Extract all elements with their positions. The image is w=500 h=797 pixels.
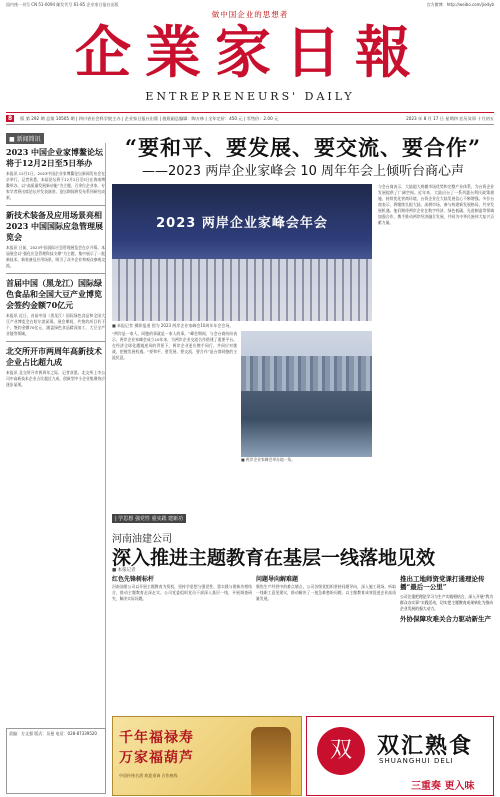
bottle-icon xyxy=(251,727,291,795)
brief-headline[interactable]: 北交所开市两周年高新技术企业占比超九成 xyxy=(6,346,102,367)
left-news-column xyxy=(6,143,106,728)
brief-headline[interactable]: 新技术装备及应用场景亮相 2023 中国国际应急管理展览会 xyxy=(6,210,104,242)
subsection-heading: 问题导向解难题 xyxy=(256,576,299,583)
issue-items: 版 第 292 期 总第 10505 期 | 四川省社会科学院主办 | 企业家日报社出版 | 值班副总编辑：陶万林 | 全年定价：450 元 | 零售价：2.00 元 xyxy=(20,115,279,121)
topbar-left: 国内统一刊号 CN 51-0094 邮发代号 61-85 企业家日报社出版 xyxy=(6,1,119,7)
brand-logo-icon: 双 xyxy=(317,727,365,775)
topbar-right: 官方微博：http://weibo.com/jiedyb xyxy=(426,1,494,7)
subsection-body: 河南油建公司以开展主题教育为契机，坚持学思想与强党性、重实践与建新功相结合，推动主题教育走深走实。公司党委组织党员干部深入基层一线，开展调查研究，解决实际问题。 xyxy=(112,584,252,601)
skyline xyxy=(241,356,372,391)
issue-info-bar xyxy=(6,112,494,125)
brief-headline[interactable]: 首届中国（黑龙江）国际绿色食品和全国大豆产业博览会签约金额70亿元 xyxy=(6,278,102,310)
sidebar-title: 外协保障攻难关合力驱动新生产 xyxy=(400,615,491,623)
brief-headline[interactable]: 2023 中国企业家博鳌论坛将于12月2日至5日举办 xyxy=(6,147,104,168)
ad-slogan-1: 千年福禄寿 xyxy=(119,730,194,746)
conference-photo xyxy=(112,184,372,321)
subsection-heading: 红色先锋树标杆 xyxy=(112,576,155,583)
audience-rows xyxy=(112,259,372,321)
news-brief xyxy=(6,147,105,201)
lead-body-column: “两岸是一家人，同胞的事就是一家人的事。”峰会期间，与会台商纷纷表示，两岸企业家峰会成立10年来，为两岸企业交流合作搭建了重要平台。在经济全球化遭遇逆风的背景下，两岸企业更应携手同行，共同应对挑战，把握发展机遇。“要和平、要发展、要交流、要合作”是台湾同胞的主流民意。 xyxy=(112,331,237,360)
brief-body: 本报讯 12月1日，2023中国企业家博鳌论坛新闻发布会在京举行。记者获悉，本届论坛将于12月2日至5日在海南博鳌举办，以“高质量发展新动能”为主题，百余位企业家、专家学者将出席论坛并发表演讲。论坛期间将发布系列研究成果。 xyxy=(6,171,105,200)
sidebar-title: 推出工地师资党课打通理论传播“最后一公里” xyxy=(400,575,485,591)
divider xyxy=(6,341,105,342)
news-brief xyxy=(6,210,105,269)
photo-banner-text: 2023 两岸企业家峰会年会 xyxy=(156,216,328,231)
theme-band: | 学思想 强党性 重实践 建新功 xyxy=(112,514,186,523)
ad-slogan-2: 万家福葫芦 xyxy=(119,750,194,766)
lead-headline[interactable]: “要和平、要发展、要交流、要合作” xyxy=(124,135,482,160)
divider xyxy=(6,205,105,206)
issue-date: 2023 年 8 月 17 日 星期四 农历癸卯 十月初五 xyxy=(406,115,494,121)
subsection-body: 聚焦生产经营中的难点堵点，公司各级党组织坚持问题导向，深入施工现场，听取一线职工意见建议，推动解决了一批急难愁盼问题，以主题教育成效促进企业高质量发展。 xyxy=(256,584,396,601)
sidebar-body: 公司注重把理论学习与生产实践相结合，深入开展“我为群众办实事”实践活动，切实把主题教育成果转化为推动企业发展的强大动力。 xyxy=(400,594,494,611)
shuanghui-advertisement[interactable] xyxy=(306,716,494,796)
ad-small-text: 中国传统名酒 欢迎垂询 合作热线 xyxy=(119,773,178,778)
brand-tagline: 三重奏 更入味 xyxy=(411,781,475,792)
second-sidebar xyxy=(400,575,494,715)
editor-info-box: 责编：方文强 版式：吴曼 电话：028-87339520 xyxy=(6,728,106,794)
second-reporter: ■ 本报记者 xyxy=(112,568,136,573)
lead-right-column: 与会台商表示，大陆超大规模市场优势和完整产业体系，为台资企业发展提供了广阔空间。近年来，大陆出台了一系列惠台利民政策措施，持续优化营商环境，台资企业在大陆发展信心不断增强。多位台商表示，将继续扎根大陆，深耕市场，参与构建新发展格局，共享发展机遇。他们期待两岸企业在数字经济、绿色低碳、先进制造等领域加强合作，携手推动两岸经济融合发展，共同为中华民族伟大复兴贡献力量。 xyxy=(378,184,494,225)
brief-body: 本报讯 北交所开市两周年之际，记者获悉，北交所上市公司中高新技术企业占比超过九成，创新型中小企业集聚效应逐步显现。 xyxy=(6,370,105,387)
photo-caption: ■ 本报记者 摄影报道 图为 2023 两岸企业家峰会10周年年会会场。 xyxy=(112,323,234,328)
brief-body: 本报讯 近日，首届中国（黑龙江）国际绿色食品和全国大豆产业博览会在哈尔滨闭幕。展会期间，共签约项目若干个，签约金额70亿元，涵盖绿色食品精深加工、大豆全产业链等领域。 xyxy=(6,313,105,336)
cityscape-photo xyxy=(241,331,372,457)
brand-name: 双汇熟食 xyxy=(377,734,474,759)
news-brief xyxy=(6,346,105,388)
photo2-caption: ■ 两岸企业家峰会举办地一角。 xyxy=(241,457,296,462)
liquor-advertisement[interactable] xyxy=(112,716,302,796)
section-tag: ■ 新闻简讯 xyxy=(6,133,44,144)
masthead-subtitle: ENTREPRENEURS' DAILY xyxy=(145,90,355,103)
second-headline[interactable]: 深入推进主题教育在基层一线落地见效 xyxy=(112,547,436,569)
divider xyxy=(6,273,105,274)
brand-english: SHUANGHUI DELI xyxy=(379,757,454,765)
lead-subheadline: ——2023 两岸企业家峰会 10 周年年会上倾听台商心声 xyxy=(141,164,465,179)
masthead: 企業家日報 xyxy=(75,20,425,86)
second-body-b xyxy=(256,575,396,715)
slogan: 做中国企业的思想者 xyxy=(211,10,289,19)
brief-body: 本报讯 日前，2023中国国际应急管理展览会在京开幕。本届展会以“强化应急管理科技支撑”为主题，集中展示了一批新技术、新装备及应用场景，吸引了众多企业和观众参观交流。 xyxy=(6,245,105,268)
news-brief xyxy=(6,278,105,337)
second-body-a xyxy=(112,575,252,715)
second-kicker: 河南油建公司 xyxy=(112,534,172,545)
top-info-bar xyxy=(0,0,500,9)
page-number: 8 xyxy=(8,115,13,122)
